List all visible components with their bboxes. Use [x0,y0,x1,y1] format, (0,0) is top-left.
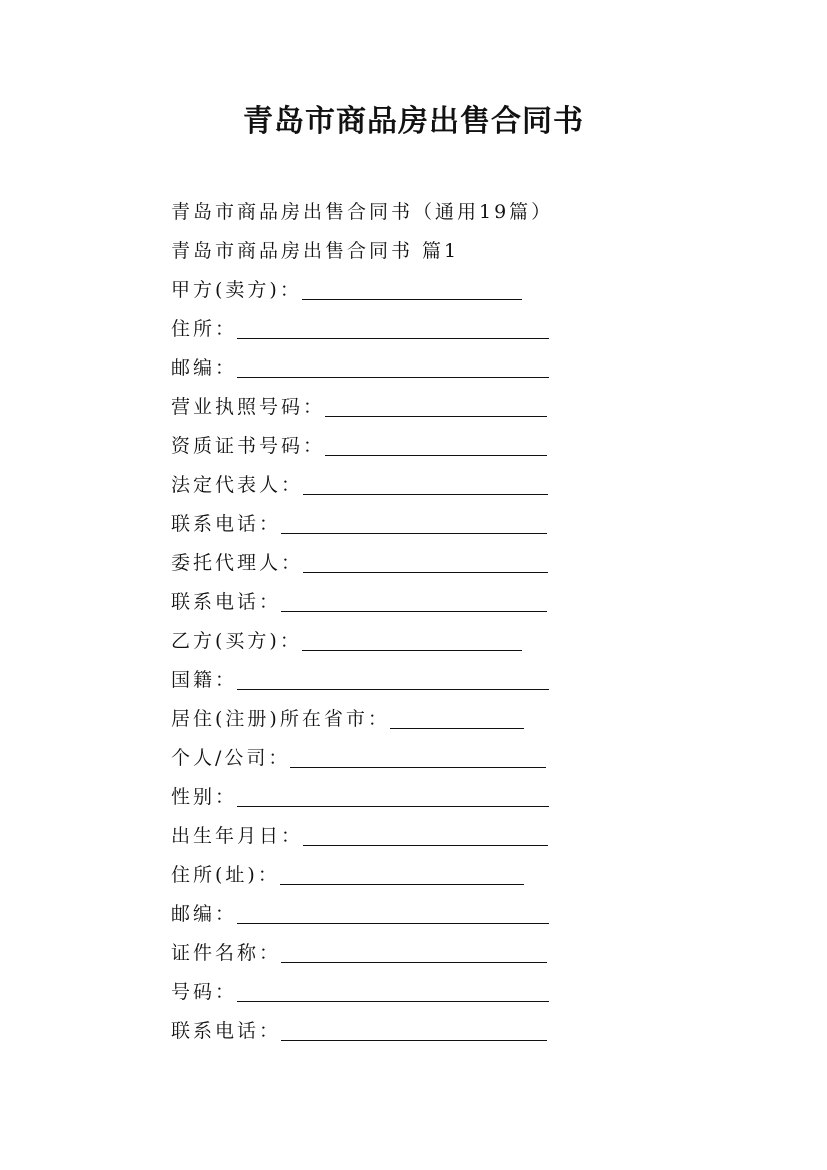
field-line [171,349,591,388]
fill-in-blank[interactable] [281,532,547,534]
fill-in-blank[interactable] [303,844,548,846]
field-label: 联系电话： [171,591,282,613]
subtitle-text: 青岛市商品房出售合同书（通用19篇） [171,201,554,223]
field-label: 法定代表人： [171,474,304,496]
field-line [171,739,591,778]
fill-in-blank[interactable] [280,883,524,885]
field-line [171,934,591,973]
field-label: 委托代理人： [171,552,304,574]
fill-in-blank[interactable] [325,415,547,417]
field-line [171,973,591,1012]
fill-in-blank[interactable] [237,1000,549,1002]
field-line [171,1012,591,1051]
field-label: 营业执照号码： [171,396,326,418]
field-line [171,310,591,349]
field-label: 证件名称： [171,942,282,964]
fill-in-blank[interactable] [281,1039,547,1041]
field-line [171,505,591,544]
fill-in-blank[interactable] [302,298,522,300]
field-line [171,427,591,466]
section-heading [171,232,591,271]
field-line [171,466,591,505]
field-line [171,700,591,739]
field-label: 居住(注册)所在省市： [171,708,390,730]
document-body [171,193,591,1051]
field-label: 联系电话： [171,513,282,535]
fill-in-blank[interactable] [303,493,548,495]
fill-in-blank[interactable] [390,727,524,729]
field-line [171,622,591,661]
fill-in-blank[interactable] [302,649,522,651]
fill-in-blank[interactable] [237,922,549,924]
fill-in-blank[interactable] [237,337,549,339]
field-label: 号码： [171,981,238,1003]
field-label: 甲方(卖方)： [171,279,302,301]
field-line [171,778,591,817]
fill-in-blank[interactable] [237,805,549,807]
field-label: 乙方(买方)： [171,630,302,652]
field-label: 性别： [171,786,238,808]
fill-in-blank[interactable] [303,571,548,573]
field-line [171,661,591,700]
field-line [171,271,591,310]
document-subtitle [171,193,591,232]
field-line [171,895,591,934]
field-label: 住所(址)： [171,864,280,886]
field-line [171,544,591,583]
field-label: 邮编： [171,357,238,379]
fill-in-blank[interactable] [281,961,547,963]
fill-in-blank[interactable] [237,376,549,378]
field-line [171,856,591,895]
fill-in-blank[interactable] [290,766,546,768]
field-label: 个人/公司： [171,747,291,769]
field-line [171,817,591,856]
fill-in-blank[interactable] [281,610,547,612]
fill-in-blank[interactable] [237,688,549,690]
field-label: 国籍： [171,669,238,691]
field-label: 邮编： [171,903,238,925]
field-line [171,388,591,427]
field-label: 资质证书号码： [171,435,326,457]
document-title: 青岛市商品房出售合同书 [243,104,584,139]
field-label: 联系电话： [171,1020,282,1042]
section-heading-text: 青岛市商品房出售合同书 篇1 [171,240,460,262]
field-line [171,583,591,622]
fill-in-blank[interactable] [325,454,547,456]
field-label: 出生年月日： [171,825,304,847]
field-label: 住所： [171,318,238,340]
